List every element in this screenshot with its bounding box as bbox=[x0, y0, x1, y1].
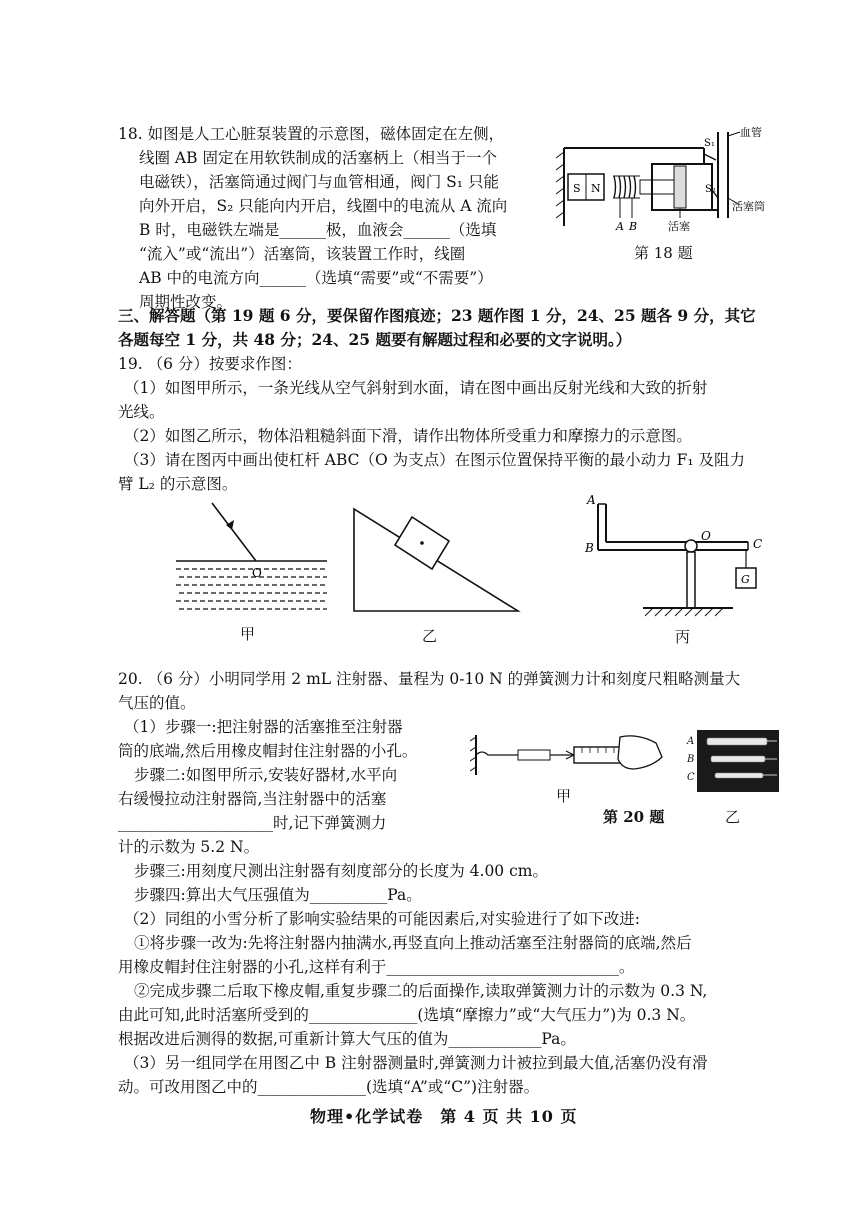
valve-s1-label: S₁ bbox=[704, 138, 715, 149]
q20-line-17: （3）另一组同学在用图乙中 B 注射器测量时,弹簧测力计被拉到最大值,活塞仍没有滑 bbox=[124, 1054, 708, 1072]
bing-c-label: C bbox=[753, 537, 763, 551]
q20-line-14: ②完成步骤二后取下橡皮帽,重复步骤二的后面操作,读取弹簧测力计的示数为 0.3 N, bbox=[134, 982, 708, 1000]
blood-vessel-label: 血管 bbox=[740, 126, 762, 139]
fig20-yi-caption: 乙 bbox=[725, 808, 741, 826]
q20-line-6: 右缓慢拉动注射器筒,当注射器中的活塞 bbox=[118, 790, 387, 808]
q18-line-2: 线圈 AB 固定在用软铁制成的活塞柄上（相当于一个 bbox=[139, 149, 497, 167]
section3-heading-line-1: 三、解答题（第 19 题 6 分，要保留作图痕迹；23 题作图 1 分，24、25 题各 9 分，其它 bbox=[118, 306, 756, 325]
q19-line-4: （2）如图乙所示，物体沿粗糙斜面下滑，请作出物体所受重力和摩擦力的示意图。 bbox=[124, 427, 692, 445]
q19-line-6: 臂 L₂ 的示意图。 bbox=[118, 475, 238, 493]
q18-line-7: AB 中的电流方向______（选填“需要”或“不需要”） bbox=[139, 269, 493, 287]
q18-line-5: B 时，电磁铁左端是______极，血液会______（选填 bbox=[139, 221, 497, 239]
fig20-jia-syringe-setup bbox=[470, 725, 665, 805]
fig-jia-caption: 甲 bbox=[240, 625, 256, 643]
syringe-c-label: C bbox=[687, 772, 695, 783]
q20-line-11: （2）同组的小雪分析了影响实验结果的可能因素后,对实验进行了如下改进: bbox=[124, 910, 641, 928]
syringe-b-label: B bbox=[687, 754, 695, 765]
valve-s2-label: S₂ bbox=[705, 184, 716, 195]
bing-g-label: G bbox=[741, 573, 750, 586]
q20-line-3: （1）步骤一:把注射器的活塞推至注射器 bbox=[124, 718, 403, 736]
q19-line-5: （3）请在图丙中画出使杠杆 ABC（O 为支点）在图示位置保持平衡的最小动力 F₁ 及阻力 bbox=[124, 451, 745, 469]
q20-line-9: 步骤三:用刻度尺测出注射器有刻度部分的长度为 4.00 cm。 bbox=[134, 862, 548, 880]
coil-a-label: A bbox=[616, 220, 624, 233]
q20-line-1: 20. （6 分）小明同学用 2 mL 注射器、量程为 0-10 N 的弹簧测力计和刻度尺粗略测量大 bbox=[118, 670, 741, 688]
jia-o-label: O bbox=[252, 566, 262, 580]
fig-yi-incline bbox=[350, 505, 525, 650]
q20-line-18: 动。可改用图乙中的______________(选填“A”或“C”)注射器。 bbox=[118, 1078, 540, 1096]
bing-b-label: B bbox=[585, 541, 594, 555]
fig-jia-light-water bbox=[172, 495, 332, 650]
q18-line-4: 向外开启，S₂ 只能向内开启，线圈中的电流从 A 流向 bbox=[139, 197, 508, 215]
magnet-s-label: S bbox=[573, 182, 581, 195]
fig20-yi-syringes bbox=[685, 730, 780, 830]
page-footer: 物理•化学试卷 第 4 页 共 10 页 bbox=[310, 1107, 578, 1126]
piston-label: 活塞 bbox=[668, 220, 690, 233]
q19-line-1: 19. （6 分）按要求作图： bbox=[118, 355, 302, 373]
q20-line-13: 用橡皮帽封住注射器的小孔,这样有利于______________________________。 bbox=[118, 958, 635, 976]
q18-line-1: 18. 如图是人工心脏泵装置的示意图，磁体固定在左侧， bbox=[118, 125, 505, 143]
q20-line-15: 由此可知,此时活塞所受到的______________(选填“摩擦力”或“大气压力”)为 0.3 N。 bbox=[118, 1006, 696, 1024]
cylinder-label: 活塞筒 bbox=[732, 200, 765, 213]
q20-line-12: ①将步骤一改为:先将注射器内抽满水,再竖直向上推动活塞至注射器筒的底端,然后 bbox=[134, 934, 692, 952]
fig-bing-lever bbox=[583, 492, 773, 652]
fig20-caption: 第 20 题 bbox=[603, 808, 665, 826]
q20-line-16: 根据改进后测得的数据,可重新计算大气压的值为____________Pa。 bbox=[118, 1030, 576, 1048]
q20-line-2: 气压的值。 bbox=[118, 694, 196, 712]
fig-yi-caption: 乙 bbox=[422, 627, 438, 645]
magnet-n-label: N bbox=[591, 182, 601, 195]
heart-pump-diagram bbox=[556, 118, 766, 268]
bing-o-label: O bbox=[701, 529, 711, 543]
q18-line-8: 周期性改变。 bbox=[139, 293, 233, 311]
bing-a-label: A bbox=[587, 493, 596, 507]
q20-line-8: 计的示数为 5.2 N。 bbox=[118, 838, 260, 856]
q20-line-5: 步骤二:如图甲所示,安装好器材,水平向 bbox=[134, 766, 398, 784]
coil-b-label: B bbox=[629, 220, 638, 233]
q18-line-6: “流入”或“流出”）活塞筒，该装置工作时，线圈 bbox=[139, 245, 466, 263]
q19-line-3: 光线。 bbox=[118, 403, 165, 421]
syringe-a-label: A bbox=[687, 736, 695, 747]
q20-line-4: 筒的底端,然后用橡皮帽封住注射器的小孔。 bbox=[118, 742, 418, 760]
q20-line-10: 步骤四:算出大气压强值为__________Pa。 bbox=[134, 886, 422, 904]
q19-line-2: （1）如图甲所示，一条光线从空气斜射到水面，请在图中画出反射光线和大致的折射 bbox=[124, 379, 708, 397]
q18-line-3: 电磁铁），活塞筒通过阀门与血管相通，阀门 S₁ 只能 bbox=[139, 173, 499, 191]
q20-line-7: ____________________时,记下弹簧测力 bbox=[118, 814, 387, 832]
section3-heading-line-2: 各题每空 1 分，共 48 分；24、25 题要有解题过程和必要的文字说明。） bbox=[118, 330, 632, 349]
fig-bing-caption: 丙 bbox=[675, 628, 691, 646]
fig18-caption: 第 18 题 bbox=[634, 244, 693, 262]
fig20-jia-caption: 甲 bbox=[556, 787, 572, 805]
